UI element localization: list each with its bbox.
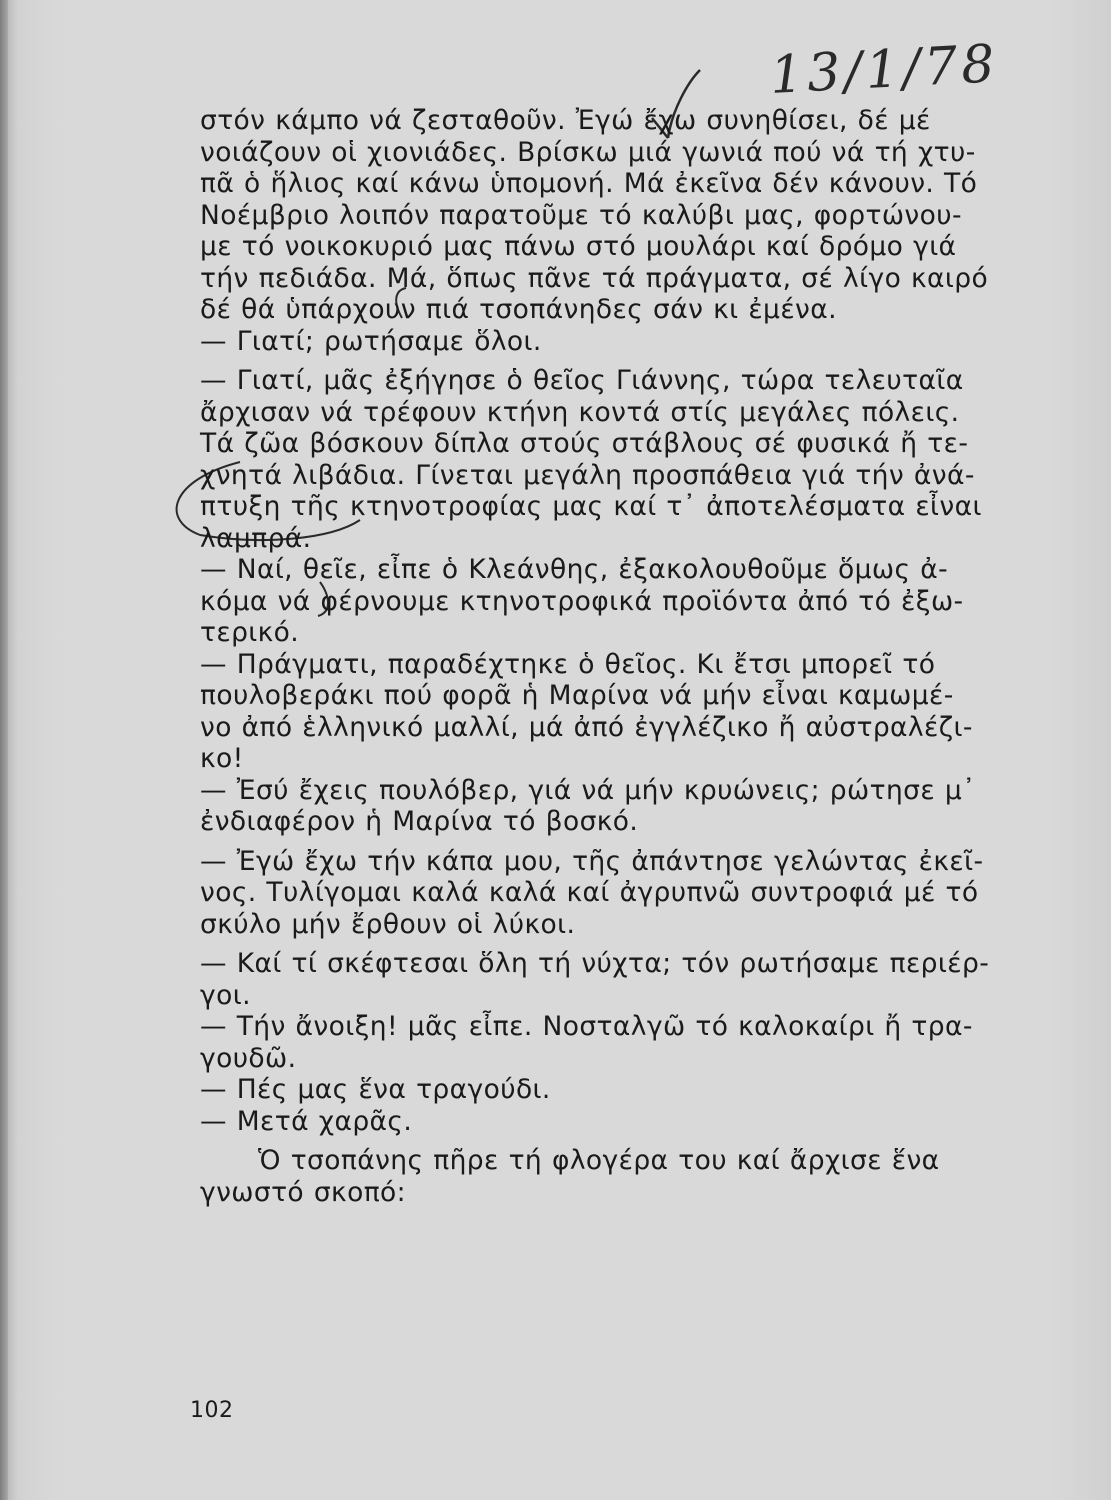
text-line: πουλοβεράκι πού φορᾶ ἡ Μαρίνα νά μήν εἶναι καμωμέ- <box>200 680 954 711</box>
text-line: ἄρχισαν νά τρέφουν κτήνη κοντά στίς μεγάλες πόλεις. <box>200 396 960 428</box>
text-line: γοι. <box>200 979 251 1011</box>
page-spine-shadow <box>0 0 8 1500</box>
text-line: νοιάζουν οἱ χιονιάδες. Βρίσκω μιά γωνιά πού νά τή χτυ- <box>200 136 976 168</box>
text-line: δέ θά ὑπάρχουν πιά τσοπάνηδες σάν κι ἐμένα. <box>200 294 837 325</box>
text-line: — Ναί, θεῖε, εἶπε ὁ Κλεάνθης, ἐξακολουθοῦμε ὅμως ἀ- <box>200 554 949 585</box>
text-line: νο ἀπό ἑλληνικό μαλλί, μά ἀπό ἐγγλέζικο ἤ αὐστραλέζι- <box>200 711 973 743</box>
text-line: νος. Τυλίγομαι καλά καλά καί ἀγρυπνῶ συντροφιά μέ τό <box>200 877 979 908</box>
text-line: πτυξη τῆς κτηνοτροφίας μας καί τ᾽ ἀποτελέσματα εἶναι <box>200 491 982 522</box>
text-line: με τό νοικοκυριό μας πάνω στό μουλάρι καί δρόμο γιά <box>200 231 957 262</box>
text-line: χνητά λιβάδια. Γίνεται μεγάλη προσπάθεια γιά τήν ἀνά- <box>200 459 975 491</box>
text-line: — Ἐσύ ἔχεις πουλόβερ, γιά νά μήν κρυώνεις; ρώτησε μ᾽ <box>200 774 976 806</box>
text-line: — Καί τί σκέφτεσαι ὅλη τή νύχτα; τόν ρωτήσαμε περιέρ- <box>200 948 990 979</box>
text-line: ἐνδιαφέρον ἡ Μαρίνα τό βοσκό. <box>200 806 639 837</box>
text-line: — Ἐγώ ἔχω τήν κάπα μου, τῆς ἀπάντησε γελώντας ἐκεῖ- <box>200 845 984 877</box>
text-line: — Τήν ἄνοιξη! μᾶς εἶπε. Νοσταλγῶ τό καλοκαίρι ἤ τρα- <box>200 1011 973 1042</box>
text-line: Ὁ τσοπάνης πῆρε τή φλογέρα του καί ἄρχισε ἕνα <box>258 1145 940 1176</box>
text-line: γουδῶ. <box>200 1042 297 1074</box>
text-line: τερικό. <box>200 617 300 648</box>
text-line: γνωστό σκοπό: <box>200 1176 406 1208</box>
handwritten-date: 13/1/78 <box>768 34 1000 106</box>
page-number: 102 <box>190 1398 234 1423</box>
text-line: Νοέμβριο λοιπόν παρατοῦμε τό καλύβι μας, φορτώνου- <box>200 199 962 231</box>
text-line: — Γιατί, μᾶς ἐξήγησε ὁ θεῖος Γιάννης, τώρα τελευταῖα <box>200 365 964 396</box>
text-line: πᾶ ὁ ἥλιος καί κάνω ὑπομονή. Μά ἐκεῖνα δέν κάνουν. Τό <box>200 168 978 199</box>
text-line: — Μετά χαρᾶς. <box>200 1105 413 1137</box>
text-line: λαμπρά. <box>200 522 312 554</box>
text-line: — Πράγματι, παραδέχτηκε ὁ θεῖος. Κι ἔτσι μπορεῖ τό <box>200 648 936 680</box>
text-line: σκύλο μήν ἔρθουν οἱ λύκοι. <box>200 908 576 940</box>
text-line: κο! <box>200 743 244 774</box>
text-line: κόμα νά φέρνουμε κτηνοτροφικά προϊόντα ἀπό τό ἐξω- <box>200 585 964 617</box>
text-line: τήν πεδιάδα. Μά, ὅπως πᾶνε τά πράγματα, σέ λίγο καιρό <box>200 262 989 294</box>
text-line: — Πές μας ἕνα τραγούδι. <box>200 1074 551 1105</box>
text-line: Τά ζῶα βόσκουν δίπλα στούς στάβλους σέ φυσικά ἤ τε- <box>200 428 969 459</box>
text-line: στόν κάμπο νά ζεσταθοῦν. Ἐγώ ἔχω συνηθίσει, δέ μέ <box>200 105 931 136</box>
body-text <box>200 105 1040 1208</box>
text-line: — Γιατί; ρωτήσαμε ὅλοι. <box>200 325 542 357</box>
